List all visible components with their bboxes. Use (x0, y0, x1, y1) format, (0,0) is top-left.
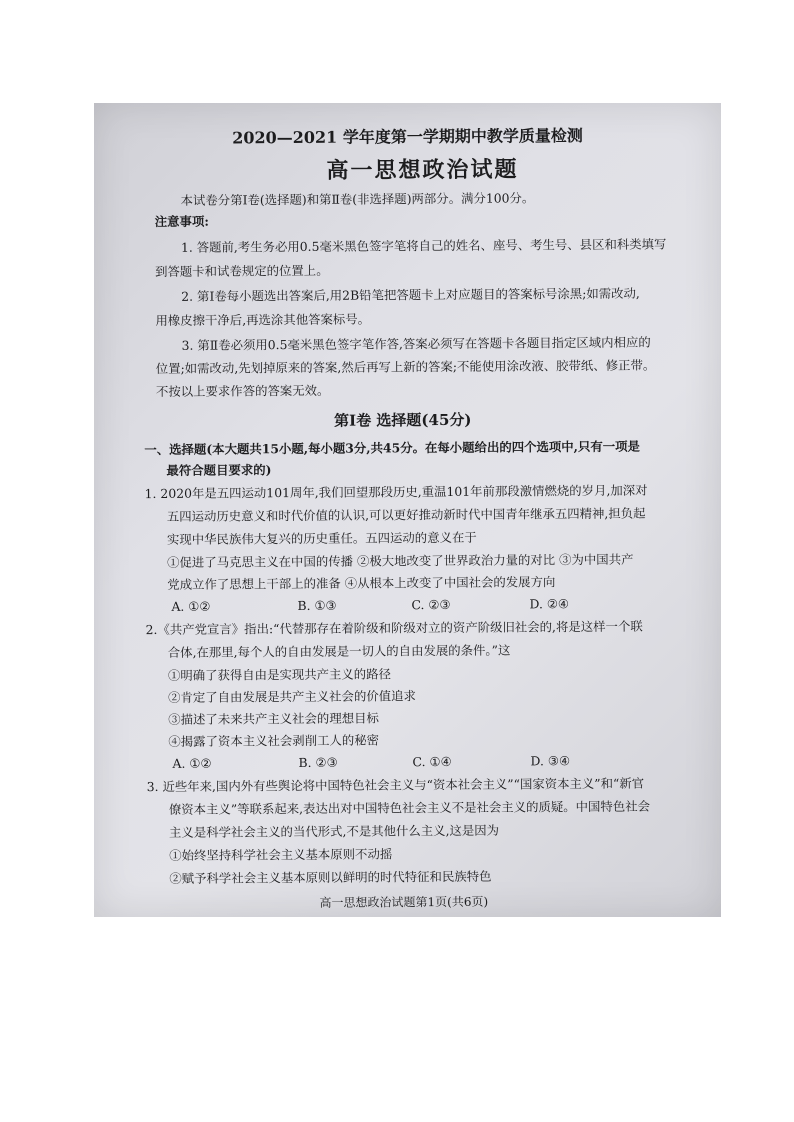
answer-option: A. ①② (172, 755, 212, 771)
question-stem: 实现中华民族伟大复兴的历史重任。五四运动的意义在于 (166, 529, 477, 547)
note-line: 2. 第Ⅰ卷每小题选出答案后,用2B铅笔把答题卡上对应题目的答案标号涂黑;如需改动, (181, 285, 640, 304)
note-line: 3. 第Ⅱ卷必须用0.5毫米黑色签字笔作答,答案必须写在答题卡各题目指定区域内相应的 (181, 334, 651, 353)
note-line: 1. 答题前,考生务必用0.5毫米黑色签字笔将自己的姓名、座号、考生号、县区和科类填写 (180, 236, 667, 255)
question-stem: 1. 2020年是五四运动101周年,我们回望那段历史,重温101年前那段激情燃烧的岁月,加深对 (144, 482, 648, 502)
answer-option: B. ②③ (298, 754, 338, 771)
intro-text: 本试卷分第Ⅰ卷(选择题)和第Ⅱ卷(非选择题)两部分。满分100分。 (180, 190, 535, 208)
answer-option: D. ②④ (529, 596, 570, 612)
question-item: 党成立作了思想上干部上的准备 ④从根本上改变了中国社会的发展方向 (167, 574, 556, 592)
question-stem: 3. 近些年来,国内外有些舆论将中国特色社会主义与“资本社会主义”“国家资本主义”和“新官 (146, 775, 645, 795)
note-line: 不按以上要求作答的答案无效。 (155, 382, 330, 399)
notes-heading: 注意事项: (154, 213, 209, 229)
page-footer: 高一思想政治试题第1页(共6页) (319, 894, 489, 910)
answer-option: C. ①④ (412, 753, 452, 770)
question-item: ②赋予科学社会主义基本原则以鲜明的时代特征和民族特色 (169, 868, 492, 886)
question-item: ①明确了获得自由是实现共产主义的路径 (167, 666, 391, 683)
question-item: ①始终坚持科学社会主义基本原则不动摇 (169, 846, 393, 863)
question-stem: 合体,在那里,每个人的自由发展是一切人的自由发展的条件。”这 (167, 642, 511, 660)
section-instruction: 一、选择题(本大题共15小题,每小题3分,共45分。在每小题给出的四个选项中,只有一项是 (144, 438, 640, 458)
question-item: ②肯定了自由发展是共产主义社会的价值追求 (168, 688, 416, 705)
section-instruction: 最符合题目要求的) (166, 462, 272, 478)
section-title: 第Ⅰ卷 选择题(45分) (334, 410, 472, 430)
question-stem: 五四运动历史意义和时代价值的认识,可以更好推动新时代中国青年继承五四精神,担负起 (166, 505, 646, 524)
exam-sheet (144, 111, 674, 910)
question-item: ①促进了马克思主义在中国的传播 ②极大地改变了世界政治力量的对比 ③为中国共产 (167, 551, 634, 570)
question-stem: 2.《共产党宣言》指出:“代替那存在着阶级和阶级对立的资产阶级旧社会的,将是这样一个联 (145, 618, 643, 638)
subject-title: 高一思想政治试题 (326, 156, 519, 184)
question-item: ③描述了未来共产主义社会的理想目标 (168, 710, 379, 727)
answer-option: A. ①② (171, 598, 211, 614)
exam-title: 2020—2021 学年度第一学期期中教学质量检测 (232, 126, 583, 148)
question-item: ④揭露了资本主义社会剥削工人的秘密 (168, 732, 380, 749)
answer-option: C. ②③ (411, 596, 451, 613)
question-stem: 主义是科学社会主义的当代形式,不是其他什么主义,这是因为 (168, 822, 500, 840)
note-line: 位置;如需改动,先划掉原来的答案,然后再写上新的答案;不能使用涂改液、胶带纸、修正带。 (155, 357, 656, 376)
question-stem: 僚资本主义”等联系起来,表达出对中国特色社会主义不是社会主义的质疑。中国特色社会 (168, 798, 651, 817)
note-line: 到答题卡和试卷规定的位置上。 (155, 262, 329, 279)
note-line: 用橡皮擦干净后,再选涂其他答案标号。 (155, 311, 371, 328)
exam-photo (94, 103, 721, 917)
answer-option: D. ③④ (530, 753, 571, 769)
answer-option: B. ①③ (297, 597, 337, 614)
